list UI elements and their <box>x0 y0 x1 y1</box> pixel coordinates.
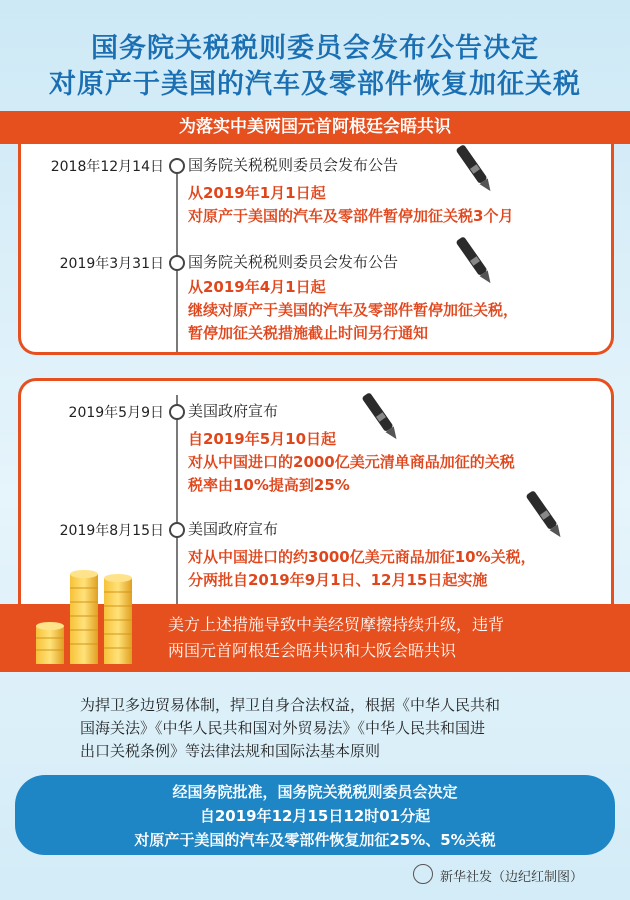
event-title: 国务院关税税则委员会发布公告 <box>188 156 399 174</box>
timeline-node <box>169 522 185 538</box>
top-banner: 为落实中美两国元首阿根廷会晤共识 <box>0 111 630 144</box>
event-title: 美国政府宣布 <box>188 520 279 538</box>
event-detail: 从2019年1月1日起 <box>188 184 326 202</box>
event-detail: 自2019年5月10日起 <box>188 430 337 448</box>
event-detail: 分两批自2019年9月1日、12月15日起实施 <box>188 571 488 589</box>
decision-box <box>15 775 615 855</box>
event-detail: 对从中国进口的2000亿美元清单商品加征的关税 <box>188 453 515 471</box>
event-date: 2019年5月9日 <box>68 405 164 421</box>
timeline-line-2 <box>176 395 178 605</box>
pen-icon <box>356 388 406 446</box>
image-credit: 新华社发（边纪红制图） <box>440 870 584 885</box>
headline-line-1: 国务院关税税则委员会发布公告决定 <box>91 33 539 64</box>
coin-stack-icon <box>30 568 150 668</box>
headline-line-2: 对原产于美国的汽车及零部件恢复加征关税 <box>49 69 581 100</box>
event-date: 2019年3月31日 <box>59 256 164 272</box>
pen-icon <box>520 486 570 544</box>
pen-icon <box>450 232 500 290</box>
event-detail: 从2019年4月1日起 <box>188 278 326 296</box>
event-date: 2018年12月14日 <box>50 159 164 175</box>
timeline-node <box>169 158 185 174</box>
paragraph-line: 国海关法》《中华人民共和国对外贸易法》《中华人民共和国进 <box>80 719 486 737</box>
decision-line-1: 经国务院批准，国务院关税税则委员会决定 <box>172 783 458 801</box>
pen-icon <box>450 140 500 198</box>
decision-line-2: 自2019年12月15日12时01分起 <box>199 807 431 825</box>
banner-line-2: 两国元首阿根廷会晤共识和大阪会晤共识 <box>168 641 457 660</box>
timeline-node <box>169 404 185 420</box>
event-title: 美国政府宣布 <box>188 402 279 420</box>
event-title: 国务院关税税则委员会发布公告 <box>188 253 399 271</box>
event-detail: 税率由10%提高到25% <box>188 476 350 494</box>
event-detail: 暂停加征关税措施截止时间另行通知 <box>188 324 429 342</box>
paragraph-line: 出口关税条例》等法律法规和国际法基本原则 <box>80 742 381 760</box>
event-date: 2019年8月15日 <box>59 523 164 539</box>
banner-line-1: 美方上述措施导致中美经贸摩擦持续升级，违背 <box>168 615 505 634</box>
event-detail: 对从中国进口的约3000亿美元商品加征10%关税， <box>188 548 536 566</box>
event-detail: 继续对原产于美国的汽车及零部件暂停加征关税， <box>188 301 519 319</box>
timeline-node <box>169 255 185 271</box>
decision-line-3: 对原产于美国的汽车及零部件恢复加征25%、5%关税 <box>134 831 496 849</box>
xinhua-logo-icon <box>413 864 433 884</box>
event-detail: 对原产于美国的汽车及零部件暂停加征关税3个月 <box>188 207 514 225</box>
paragraph-line: 为捍卫多边贸易体制，捍卫自身合法权益，根据《中华人民共和 <box>80 696 501 714</box>
legal-basis-paragraph <box>80 694 580 763</box>
